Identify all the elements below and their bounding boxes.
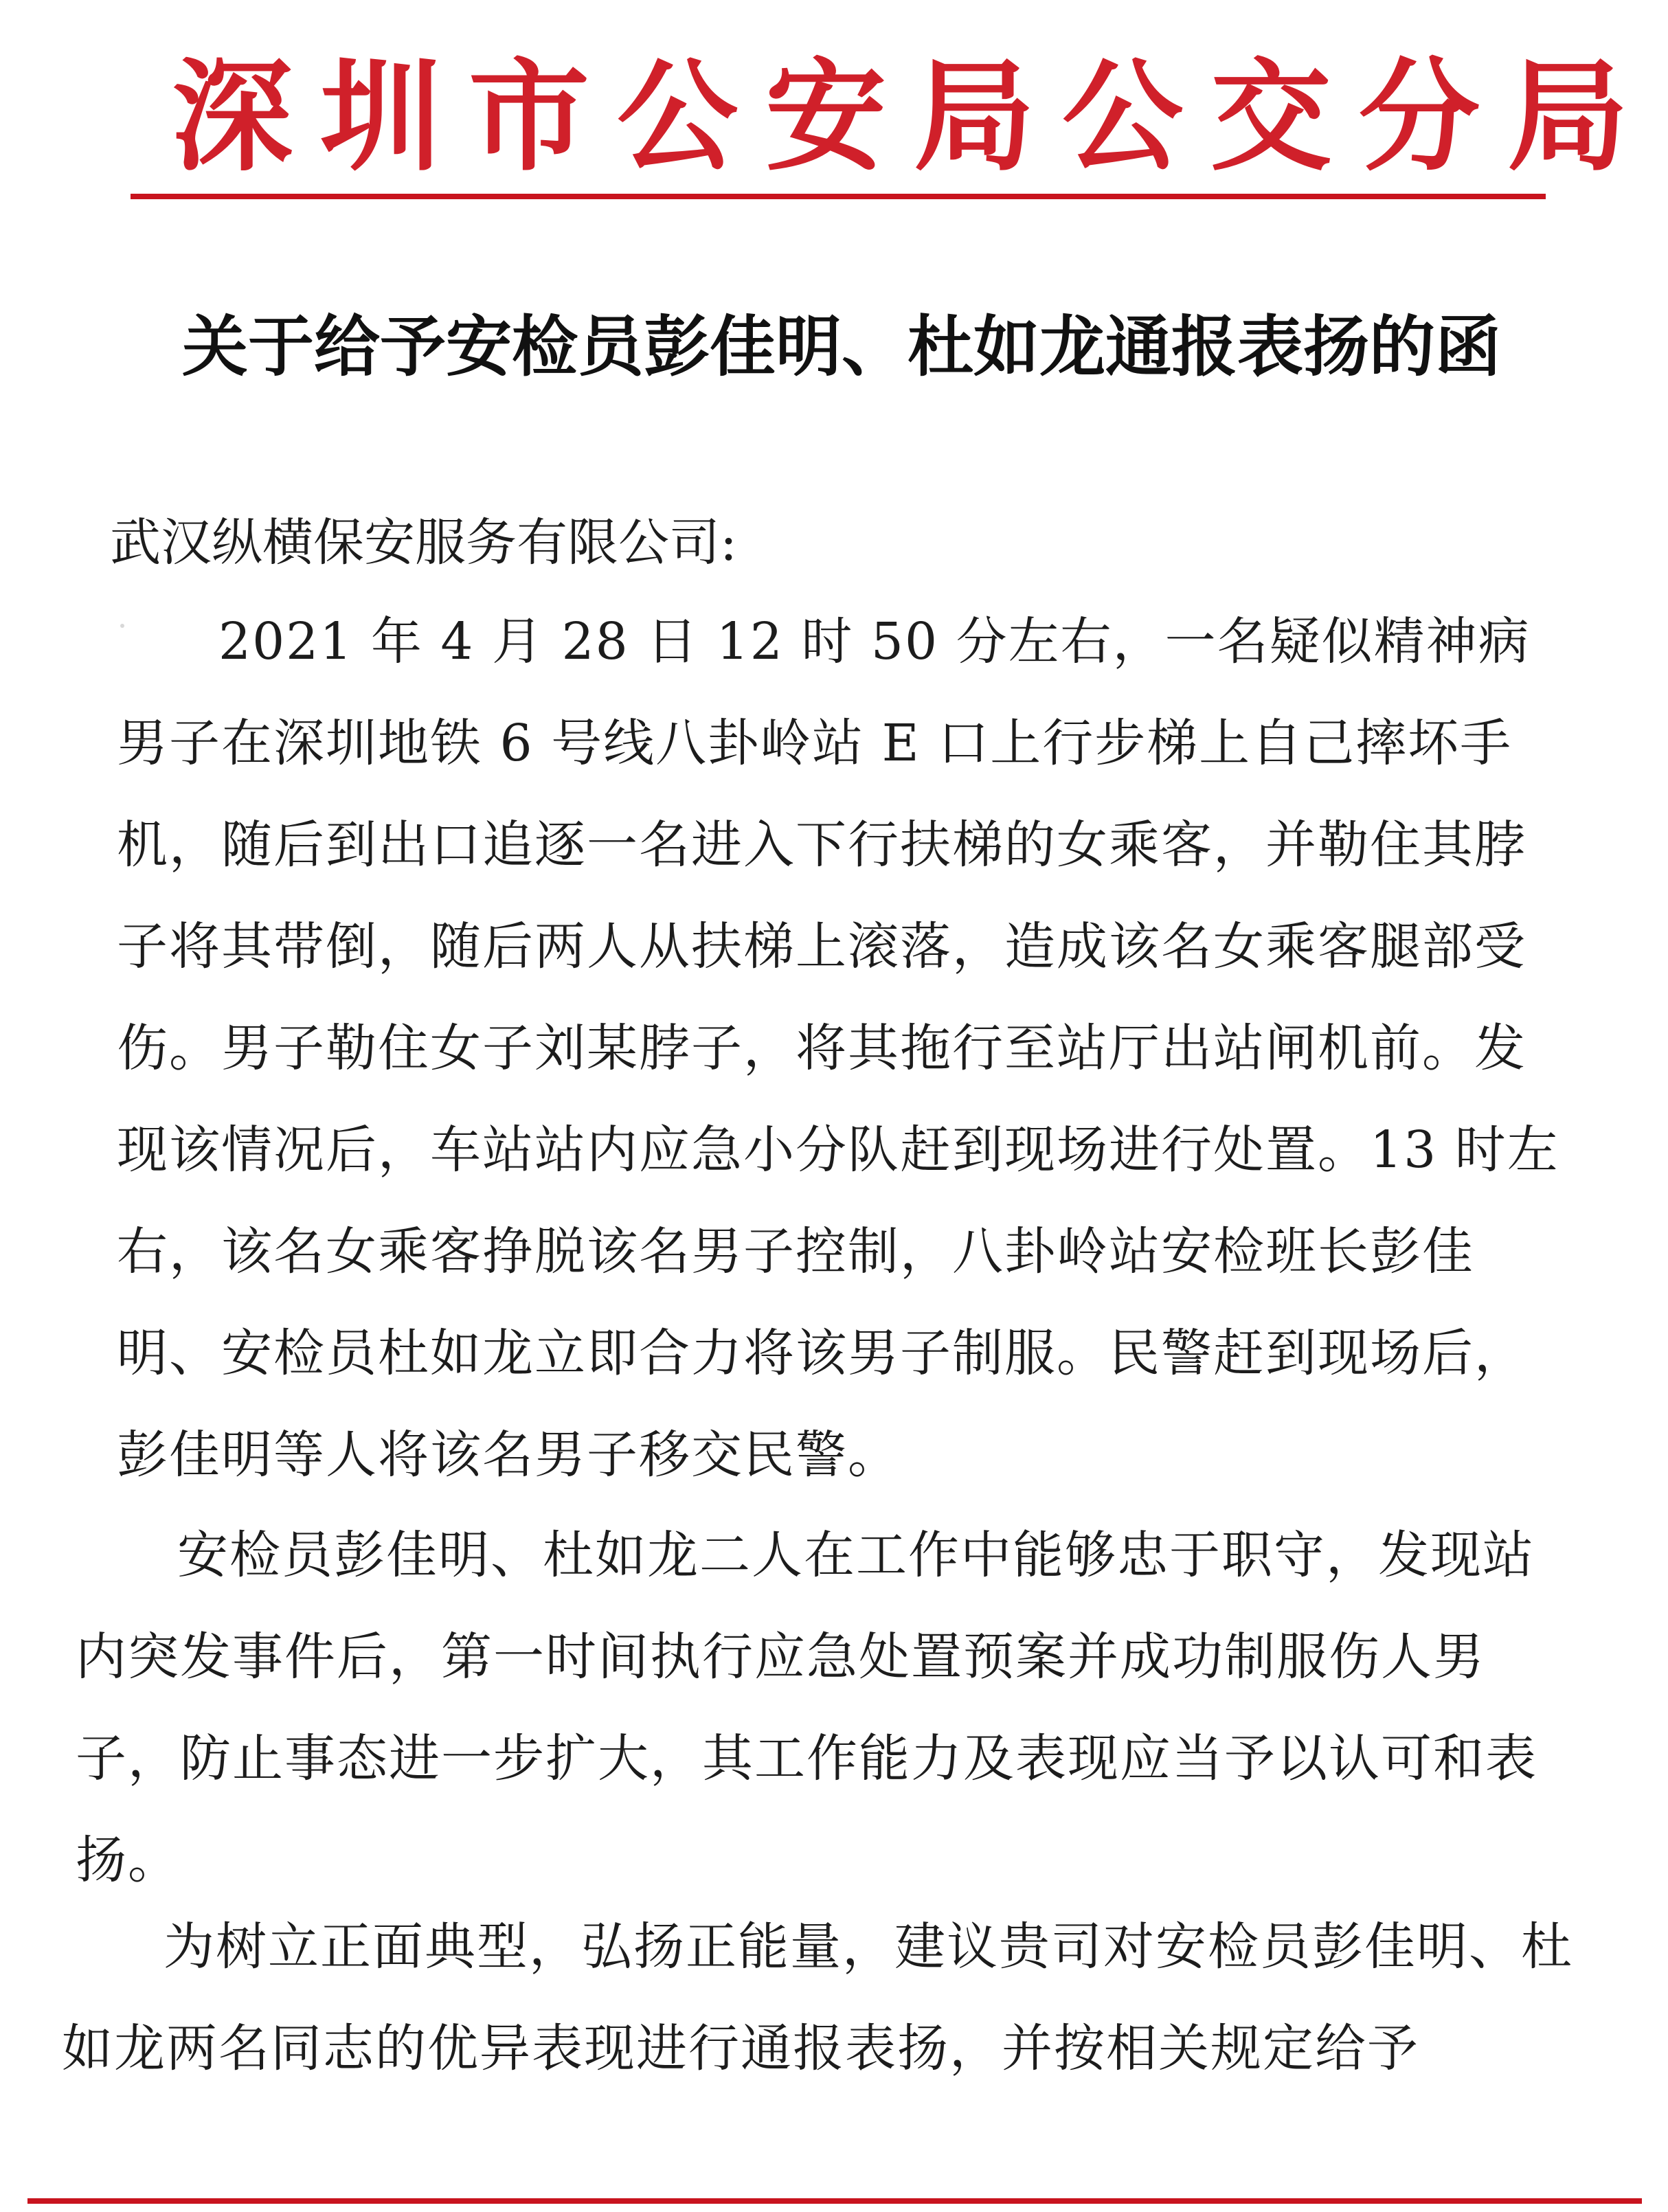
body-paragraph-2: 安检员彭佳明、杜如龙二人在工作中能够忠于职守，发现站内突发事件后，第一时间执行应急处置预案并成功制服伤人男子，防止事态进一步扩大，其工作能力及表现应当予以认可和表扬。 bbox=[76, 1526, 1537, 1890]
document-title: 关于给予安检员彭佳明、杜如龙通报表扬的函 bbox=[182, 308, 1501, 385]
letterhead-title: 深圳市公安局公交分局 bbox=[172, 45, 1656, 188]
body-paragraph-1: 2021 年 4 月 28 日 12 时 50 分左右，一名疑似精神病男子在深圳地铁 6 号线八卦岭站 E 口上行步梯上自己摔坏手机，随后到出口追逐一名进入下行扶梯的女乘客，并勒住其脖子将其带倒，随后两人从扶梯上滚落，造成该名女乘客腿部受伤。男子勒住女子刘某脖子，将其拖行至站厅出站闸机前。发现该情况后，车站站内应急小分队赶到现场进行处置。13 时左右，该名女乘客挣脱该名男子控制，八卦岭站安检班长彭佳明、安检员杜如龙立即合力将该男子制服。民警赶到现场后，彭佳明等人将该名男子移交民警。 bbox=[117, 612, 1559, 1485]
letterhead-red-rule bbox=[131, 194, 1546, 199]
body-paragraph-3: 为树立正面典型，弘扬正能量，建议贵司对安检员彭佳明、杜如龙两名同志的优异表现进行通报表扬，并按相关规定给予 bbox=[62, 1917, 1573, 2078]
footer-red-rule bbox=[27, 2198, 1642, 2204]
salutation: 武汉纵横保安服务有限公司: bbox=[110, 513, 737, 572]
